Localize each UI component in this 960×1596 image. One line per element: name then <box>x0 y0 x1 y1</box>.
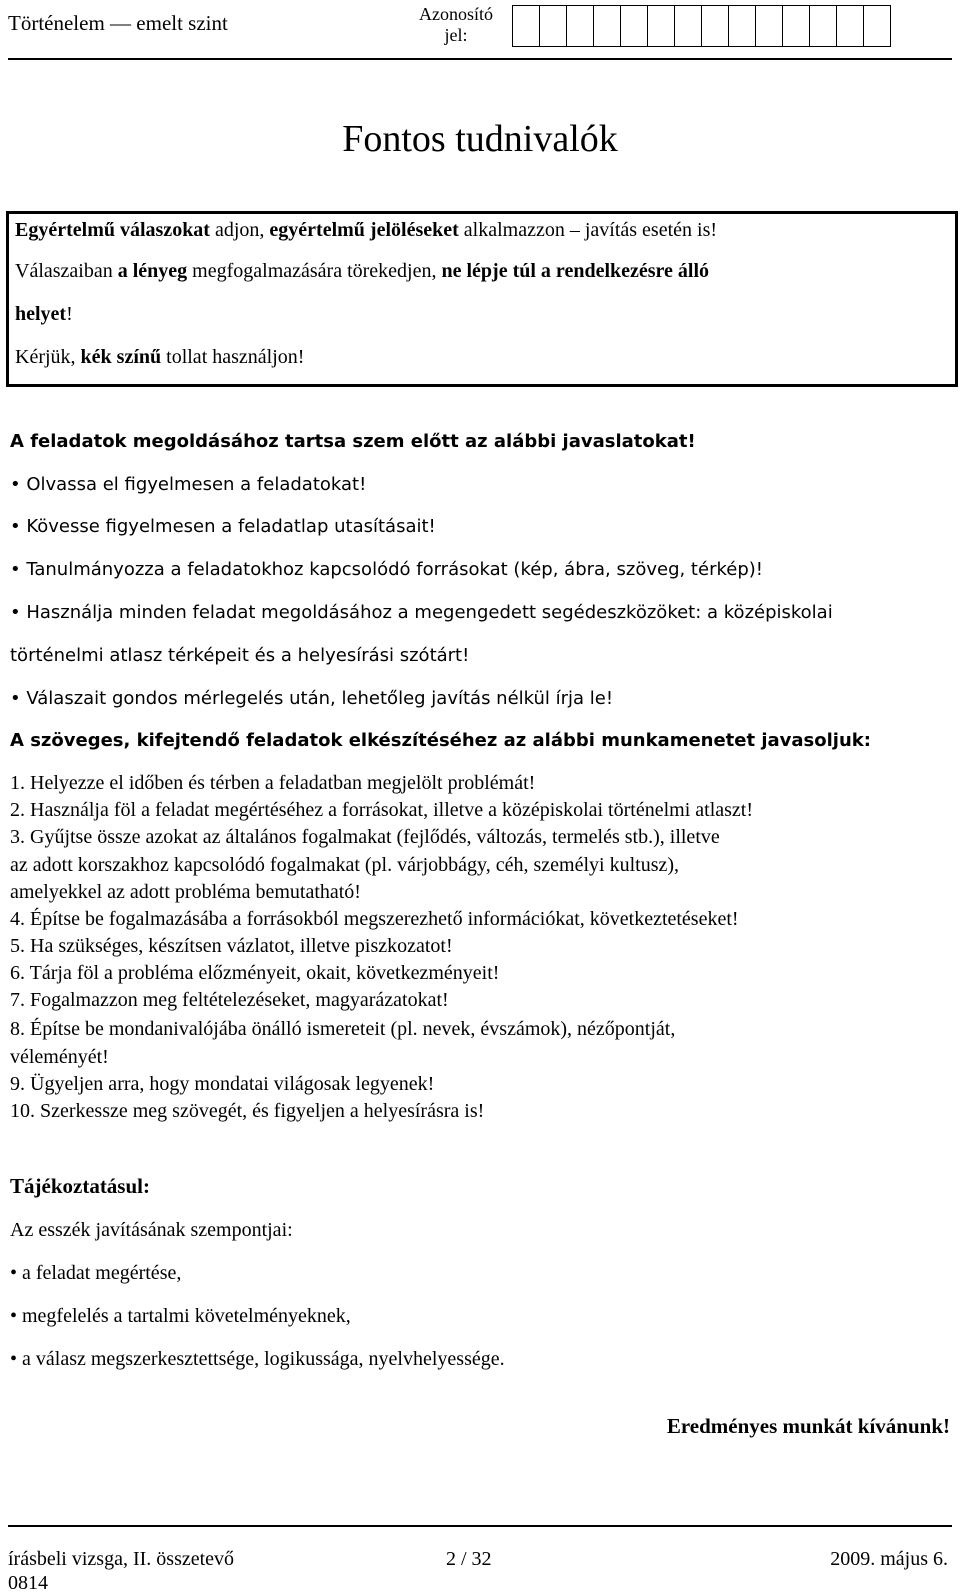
id-digit-box[interactable] <box>674 5 702 47</box>
notice-box <box>6 211 958 387</box>
id-digit-box[interactable] <box>836 5 864 47</box>
id-digit-box[interactable] <box>539 5 567 47</box>
id-digit-box[interactable] <box>863 5 891 47</box>
id-digit-box[interactable] <box>782 5 810 47</box>
method-line: 10. Szerkessze meg szövegét, és figyeljen a helyesírásra is! <box>10 1100 485 1122</box>
notice-line-3 <box>15 298 73 330</box>
method-line: 5. Ha szükséges, készítsen vázlatot, illetve piszkozatot! <box>10 935 453 957</box>
text-run: adjon, <box>209 219 270 241</box>
footer-exam: írásbeli vizsga, II. összetevő <box>8 1548 235 1570</box>
id-digit-box[interactable] <box>620 5 648 47</box>
id-boxes <box>512 5 890 47</box>
header-divider <box>8 58 952 60</box>
method-line: 4. Építse be fogalmazásába a forrásokból megszerezhető információkat, következtetéseket! <box>10 908 739 930</box>
id-digit-box[interactable] <box>566 5 594 47</box>
text-run: megfogalmazására törekedjen, <box>187 260 442 282</box>
id-digit-box[interactable] <box>809 5 837 47</box>
emphasized-text: kék színű <box>80 346 162 368</box>
method-line: amelyekkel az adott probléma bemutatható! <box>10 881 361 903</box>
advice-heading: A feladatok megoldásához tartsa szem előtt az alábbi javaslatokat! <box>10 431 696 452</box>
info-heading: Tájékoztatásul: <box>10 1174 150 1198</box>
emphasized-text: a lényeg <box>117 260 188 282</box>
id-label-line2: jel: <box>444 25 468 45</box>
emphasized-text: egyértelmű jelöléseket <box>269 219 459 241</box>
id-digit-box[interactable] <box>593 5 621 47</box>
method-line: 9. Ügyeljen arra, hogy mondatai világosak legyenek! <box>10 1073 435 1095</box>
method-line: 2. Használja föl a feladat megértéséhez a forrásokat, illetve a középiskolai történelmi atlaszt! <box>10 799 753 821</box>
footer-page-number: 2 / 32 <box>446 1548 492 1570</box>
info-subheading: Az esszék javításának szempontjai: <box>10 1219 293 1241</box>
text-run: Válaszaiban <box>15 260 118 282</box>
notice-line-4 <box>15 341 304 373</box>
text-run: alkalmazzon – javítás esetén is! <box>458 219 718 241</box>
advice-bullet: • Válaszait gondos mérlegelés után, lehetőleg javítás nélkül írja le! <box>10 688 614 709</box>
method-line: 3. Gyűjtse össze azokat az általános fogalmakat (fejlődés, változás, termelés stb.), illetve <box>10 826 720 848</box>
footer-code: 0814 <box>8 1572 48 1594</box>
method-heading: A szöveges, kifejtendő feladatok elkészítéséhez az alábbi munkamenetet javasoljuk: <box>10 730 871 751</box>
notice-line-2 <box>15 255 709 287</box>
closing-text: Eredményes munkát kívánunk! <box>666 1414 950 1438</box>
method-line: 1. Helyezze el időben és térben a feladatban megjelölt problémát! <box>10 772 536 794</box>
method-line: 6. Tárja föl a probléma előzményeit, okait, következményeit! <box>10 962 500 984</box>
id-digit-box[interactable] <box>512 5 540 47</box>
page-title: Fontos tudnivalók <box>342 118 618 160</box>
id-digit-box[interactable] <box>701 5 729 47</box>
footer-date: 2009. május 6. <box>830 1548 948 1570</box>
id-digit-box[interactable] <box>647 5 675 47</box>
footer-left <box>8 1547 234 1595</box>
footer-divider <box>8 1525 952 1527</box>
emphasized-text: ne lépje túl a rendelkezésre álló <box>441 260 710 282</box>
emphasized-text: Egyértelmű válaszokat <box>15 219 210 241</box>
advice-bullet: • Kövesse figyelmesen a feladatlap utasításait! <box>10 516 436 537</box>
info-bullet: • megfelelés a tartalmi követelményeknek, <box>10 1305 351 1327</box>
advice-bullet-continuation: történelmi atlasz térképeit és a helyesírási szótárt! <box>10 645 470 666</box>
notice-line-1 <box>15 214 717 246</box>
header-subject: Történelem — emelt szint <box>8 11 228 35</box>
info-bullet: • a feladat megértése, <box>10 1262 182 1284</box>
id-label <box>414 4 498 46</box>
text-run: ! <box>66 303 73 325</box>
emphasized-text: helyet <box>15 303 67 325</box>
advice-bullet: • Tanulmányozza a feladatokhoz kapcsolódó forrásokat (kép, ábra, szöveg, térkép)! <box>10 559 763 580</box>
advice-bullet: • Használja minden feladat megoldásához a megengedett segédeszközöket: a középiskolai <box>10 602 833 623</box>
id-digit-box[interactable] <box>755 5 783 47</box>
text-run: tollat használjon! <box>161 346 305 368</box>
id-digit-box[interactable] <box>728 5 756 47</box>
advice-bullet: • Olvassa el figyelmesen a feladatokat! <box>10 474 367 495</box>
id-label-line1: Azonosító <box>419 4 493 24</box>
method-line: 7. Fogalmazzon meg feltételezéseket, magyarázatokat! <box>10 989 449 1011</box>
method-line: véleményét! <box>10 1046 109 1068</box>
method-line: 8. Építse be mondanivalójába önálló ismereteit (pl. nevek, évszámok), nézőpontját, <box>10 1018 676 1040</box>
info-bullet: • a válasz megszerkesztettsége, logikussága, nyelvhelyessége. <box>10 1348 505 1370</box>
method-line: az adott korszakhoz kapcsolódó fogalmakat (pl. várjobbágy, céh, személyi kultusz), <box>10 854 680 876</box>
text-run: Kérjük, <box>15 346 81 368</box>
